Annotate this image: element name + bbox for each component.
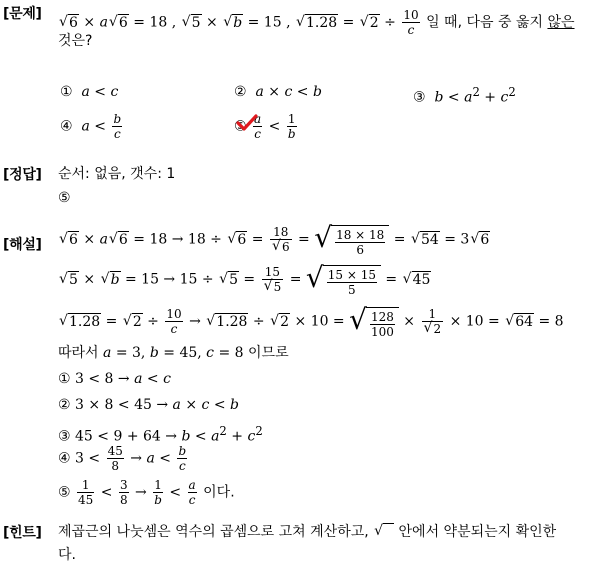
sqrt-symbol <box>374 523 394 541</box>
option-4-number: ④ <box>60 118 73 135</box>
checkmark-icon <box>236 114 258 132</box>
option-5-number: ⑤ <box>234 118 247 135</box>
answer-label: [정답] <box>3 167 42 183</box>
option-3: ③ $b < a^2 + c^2$ <box>413 85 516 106</box>
explanation-option-5-number: ⑤ <box>58 484 71 501</box>
option-3-number: ③ <box>413 89 426 106</box>
explanation-option-2: ② 3 × 8 < 45 → a × c < b <box>58 397 239 413</box>
explanation-option-1: ① 3 < 8 → a < c <box>58 371 171 387</box>
answer-choice: ⑤ <box>58 190 71 206</box>
option-5: ⑤ $\frac{a}{c}$ < $\frac{1}{b}$ <box>234 112 296 141</box>
option-1: ① a < c <box>60 84 119 100</box>
problem-condition: 일 때, 다음 중 옳지 <box>426 14 543 31</box>
hint-line-2: 다. <box>58 547 76 563</box>
option-4: ④ a < $\frac{b}{c}$ <box>60 112 122 141</box>
explanation-step-3: √ 1.28 = √ 2 ÷ $\frac{10}{c}$ → √ 1.28 ÷ √ 2 × 10 = √ $\frac{128}{100}$ × 1 √ 2 × 10 = √ 64 = 8 <box>58 304 564 339</box>
explanation-label: [해설] <box>3 237 42 253</box>
problem-label: [문제] <box>3 6 42 22</box>
option-2: ② a × c < b <box>234 84 322 100</box>
explanation-option-4-number: ④ <box>58 450 71 467</box>
therefore-text: 따라서 <box>58 345 99 361</box>
since-text: 이므로 <box>248 345 289 361</box>
hint-label: [힌트] <box>3 525 42 541</box>
explanation-option-1-number: ① <box>58 371 71 387</box>
hint-line-1 <box>58 523 556 541</box>
ida-text: 이다. <box>203 484 235 501</box>
explanation-step-1: √ 6 × a√ 6 = 18 → 18 ÷ √ 6 = 18 √ 6 = √ $\frac{18 \times 18}{6}$ = √ 54 = 3√ 6 <box>58 222 490 257</box>
explanation-conclusion: 따라서 a = 3, b = 45, c = 8 이므로 <box>58 345 289 361</box>
answer-summary: 순서: 없음, 갯수: 1 <box>58 166 176 182</box>
option-1-number: ① <box>60 84 73 100</box>
problem-statement: √ 6 × a√ 6 = 18 , √ 5 × √ b = 15 , √ 1.28 = √ 2 ÷ $\frac{10}{c}$ 일 때, 다음 중 옳지 않은 <box>58 8 575 37</box>
explanation-option-3: ③ $45 < 9 + 64 \to b < a^2 + c^2$ <box>58 424 263 445</box>
hint-text-part2: 안에서 약분되는지 확인한 <box>398 524 557 540</box>
option-2-number: ② <box>234 84 247 100</box>
explanation-option-2-number: ② <box>58 397 71 413</box>
explanation-step-2: √ 5 × √ b = 15 → 15 ÷ √ 5 = 15 √ 5 = √ $\frac{15 \times 15}{5}$ = √ 45 <box>58 262 431 297</box>
problem-question: 것은? <box>58 33 93 49</box>
hint-text-part1: 제곱근의 나눗셈은 역수의 곱셈으로 고쳐 계산하고, <box>58 524 369 540</box>
explanation-option-5: ⑤ $\frac{1}{45}$ < $\frac{3}{8}$ → $\frac{1}{b}$ < $\frac{a}{c}$ 이다. <box>58 478 235 507</box>
explanation-option-3-number: ③ <box>58 428 71 445</box>
problem-underlined: 않은 <box>547 14 575 31</box>
explanation-option-4: ④ 3 < $\frac{45}{8}$ → a < $\frac{b}{c}$ <box>58 444 187 473</box>
